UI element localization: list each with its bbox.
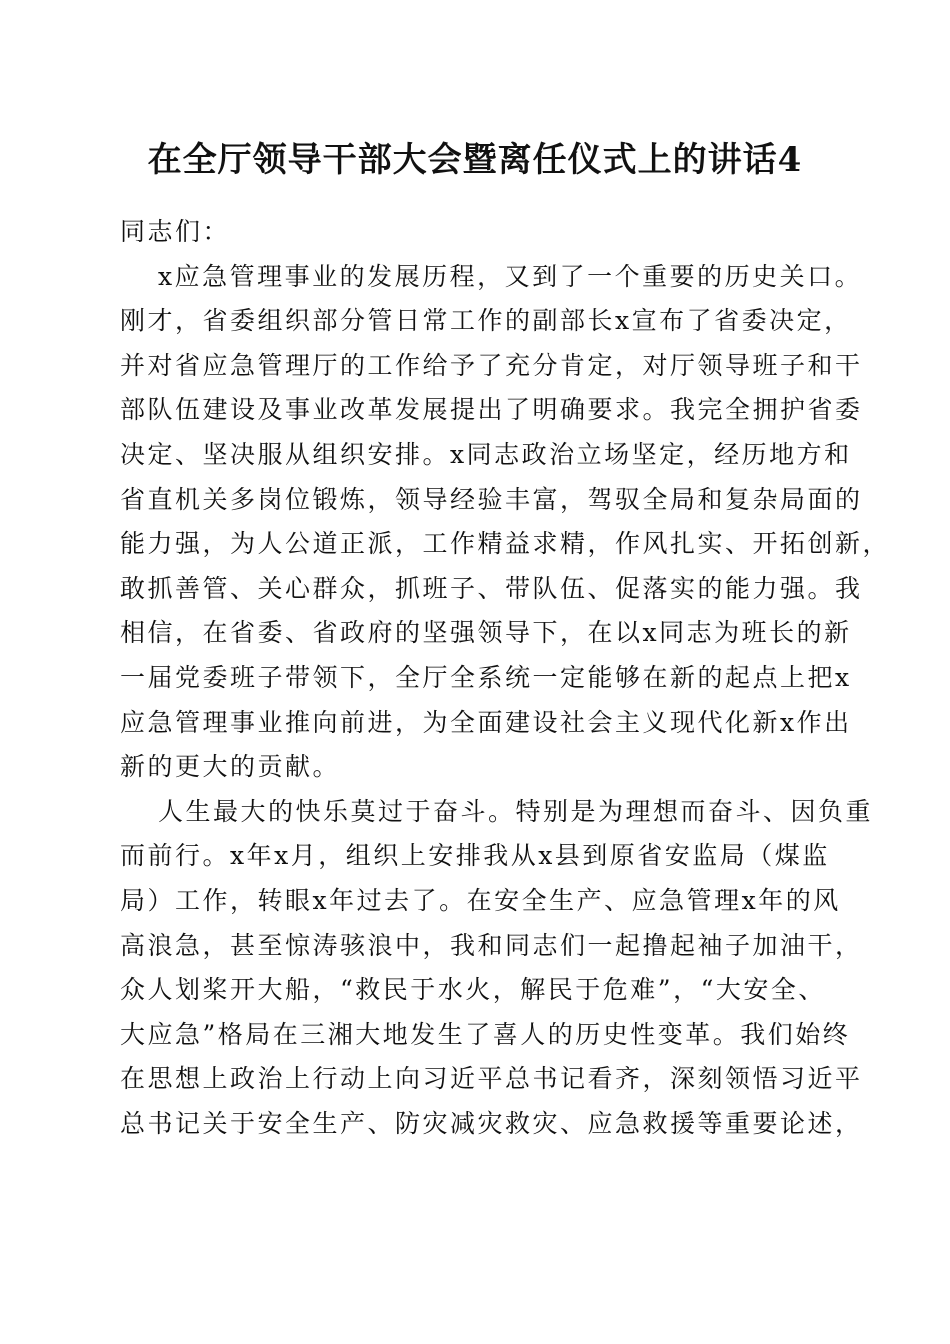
paragraph-line: 人生最大的快乐莫过于奋斗。特别是为理想而奋斗、因负重 xyxy=(158,796,874,826)
paragraph-line: x应急管理事业的发展历程，又到了一个重要的历史关口。 xyxy=(158,261,863,291)
paragraph-line: 局）工作，转眼x年过去了。在安全生产、应急管理x年的风 xyxy=(120,885,841,915)
paragraph-line: 新的更大的贡献。 xyxy=(120,752,341,782)
page-title: 在全厅领导干部大会暨离任仪式上的讲话4 xyxy=(147,140,803,180)
paragraph-line: 一届党委班子带领下，全厅全系统一定能够在新的起点上把x xyxy=(120,662,852,692)
paragraph-line: 高浪急，甚至惊涛骇浪中，我和同志们一起撸起袖子加油干， xyxy=(120,930,863,960)
paragraph-line: 总书记关于安全生产、防灾减灾救灾、应急救援等重要论述， xyxy=(120,1108,863,1138)
paragraph-line: 并对省应急管理厅的工作给予了充分肯定，对厅领导班子和干 xyxy=(120,350,863,380)
salutation: 同志们： xyxy=(120,217,231,246)
paragraph-line: 部队伍建设及事业改革发展提出了明确要求。我完全拥护省委 xyxy=(120,395,863,425)
paragraph-line: 大应急”格局在三湘大地发生了喜人的历史性变革。我们始终 xyxy=(120,1019,851,1049)
paragraph-line: 刚才，省委组织部分管日常工作的副部长x宣布了省委决定， xyxy=(120,306,852,336)
paragraph-line: 决定、坚决服从组织安排。x同志政治立场坚定，经历地方和 xyxy=(120,439,852,469)
paragraph-1 xyxy=(120,255,891,790)
speech-body xyxy=(120,210,891,1146)
paragraph-line: 而前行。x年x月，组织上安排我从x县到原省安监局（煤监 xyxy=(120,841,830,871)
paragraph-line: 应急管理事业推向前进，为全面建设社会主义现代化新x作出 xyxy=(120,707,852,737)
paragraph-line: 能力强，为人公道正派，工作精益求精，作风扎实、开拓创新， xyxy=(120,529,891,559)
paragraph-line: 相信，在省委、省政府的坚强领导下，在以x同志为班长的新 xyxy=(120,618,852,648)
paragraph-line: 在思想上政治上行动上向习近平总书记看齐，深刻领悟习近平 xyxy=(120,1064,863,1094)
paragraph-line: 众人划桨开大船，“救民于水火，解民于危难”，“大安全、 xyxy=(120,975,826,1005)
paragraph-line: 敢抓善管、关心群众，抓班子、带队伍、促落实的能力强。我 xyxy=(120,573,863,603)
paragraph-2 xyxy=(120,790,874,1147)
paragraph-line: 省直机关多岗位锻炼，领导经验丰富，驾驭全局和复杂局面的 xyxy=(120,484,863,514)
